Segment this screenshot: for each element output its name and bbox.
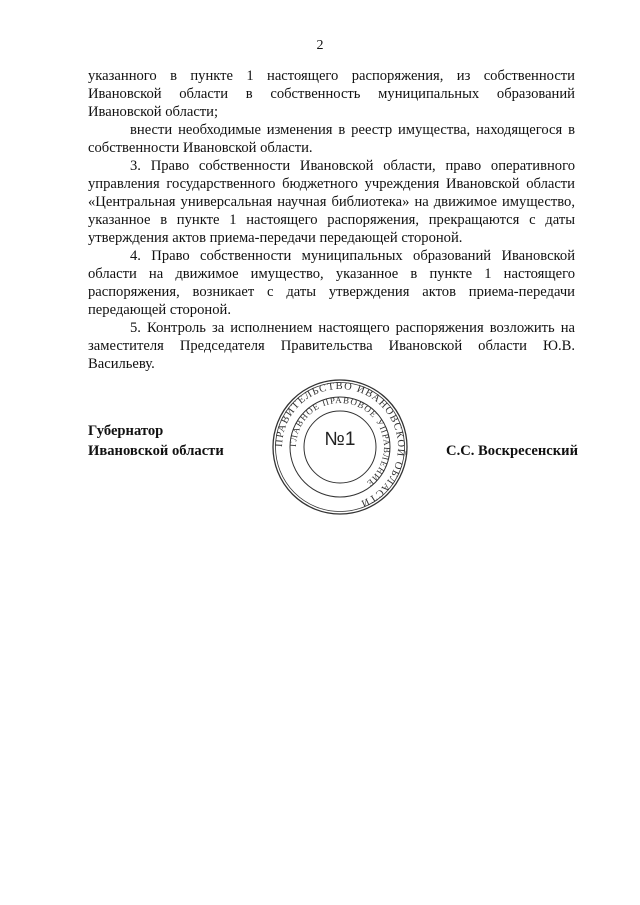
- signatory-title: [88, 421, 224, 461]
- signatory-title-line2: Ивановской области: [88, 443, 224, 459]
- signatory-name: С.С. Воскресенский: [446, 443, 578, 459]
- seal-outer-text: ПРАВИТЕЛЬСТВО ИВАНОВСКОЙ ОБЛАСТИ: [273, 380, 407, 510]
- signatory-title-line1: Губернатор: [88, 423, 164, 439]
- paragraph-5: 5. Контроль за исполнением настоящего распоряжения возложить на заместителя Председателя Правительства Ивановской области Ю.В. Васильеву.: [88, 320, 575, 372]
- paragraph-3: 3. Право собственности Ивановской области, право оперативного управления государственного бюджетного учреждения Ивановской области «Центральная универсальная научная библиотека» на движимое имущество, указанное в пункте 1 настоящего распоряжения, прекращаются с даты утверждения актов приема-передачи передающей стороной.: [88, 158, 575, 246]
- official-seal: [270, 377, 410, 517]
- paragraph-continuation: указанного в пункте 1 настоящего распоряжения, из собственности Ивановской области в собственность муниципальных образований Ивановской области;: [88, 68, 575, 120]
- seal-inner-text: ГЛАВНОЕ ПРАВОВОЕ УПРАВЛЕНИЕ: [287, 394, 393, 489]
- page-number: 2: [316, 38, 324, 53]
- paragraph-registry: внести необходимые изменения в реестр имущества, находящегося в собственности Ивановской области.: [88, 122, 575, 156]
- document-body: [88, 67, 575, 373]
- paragraph-4: 4. Право собственности муниципальных образований Ивановской области на движимое имущество, указанное в пункте 1 настоящего распоряжения, возникает с даты утверждения актов приема-передачи передающей стороной.: [88, 248, 575, 318]
- seal-number: №1: [324, 429, 356, 450]
